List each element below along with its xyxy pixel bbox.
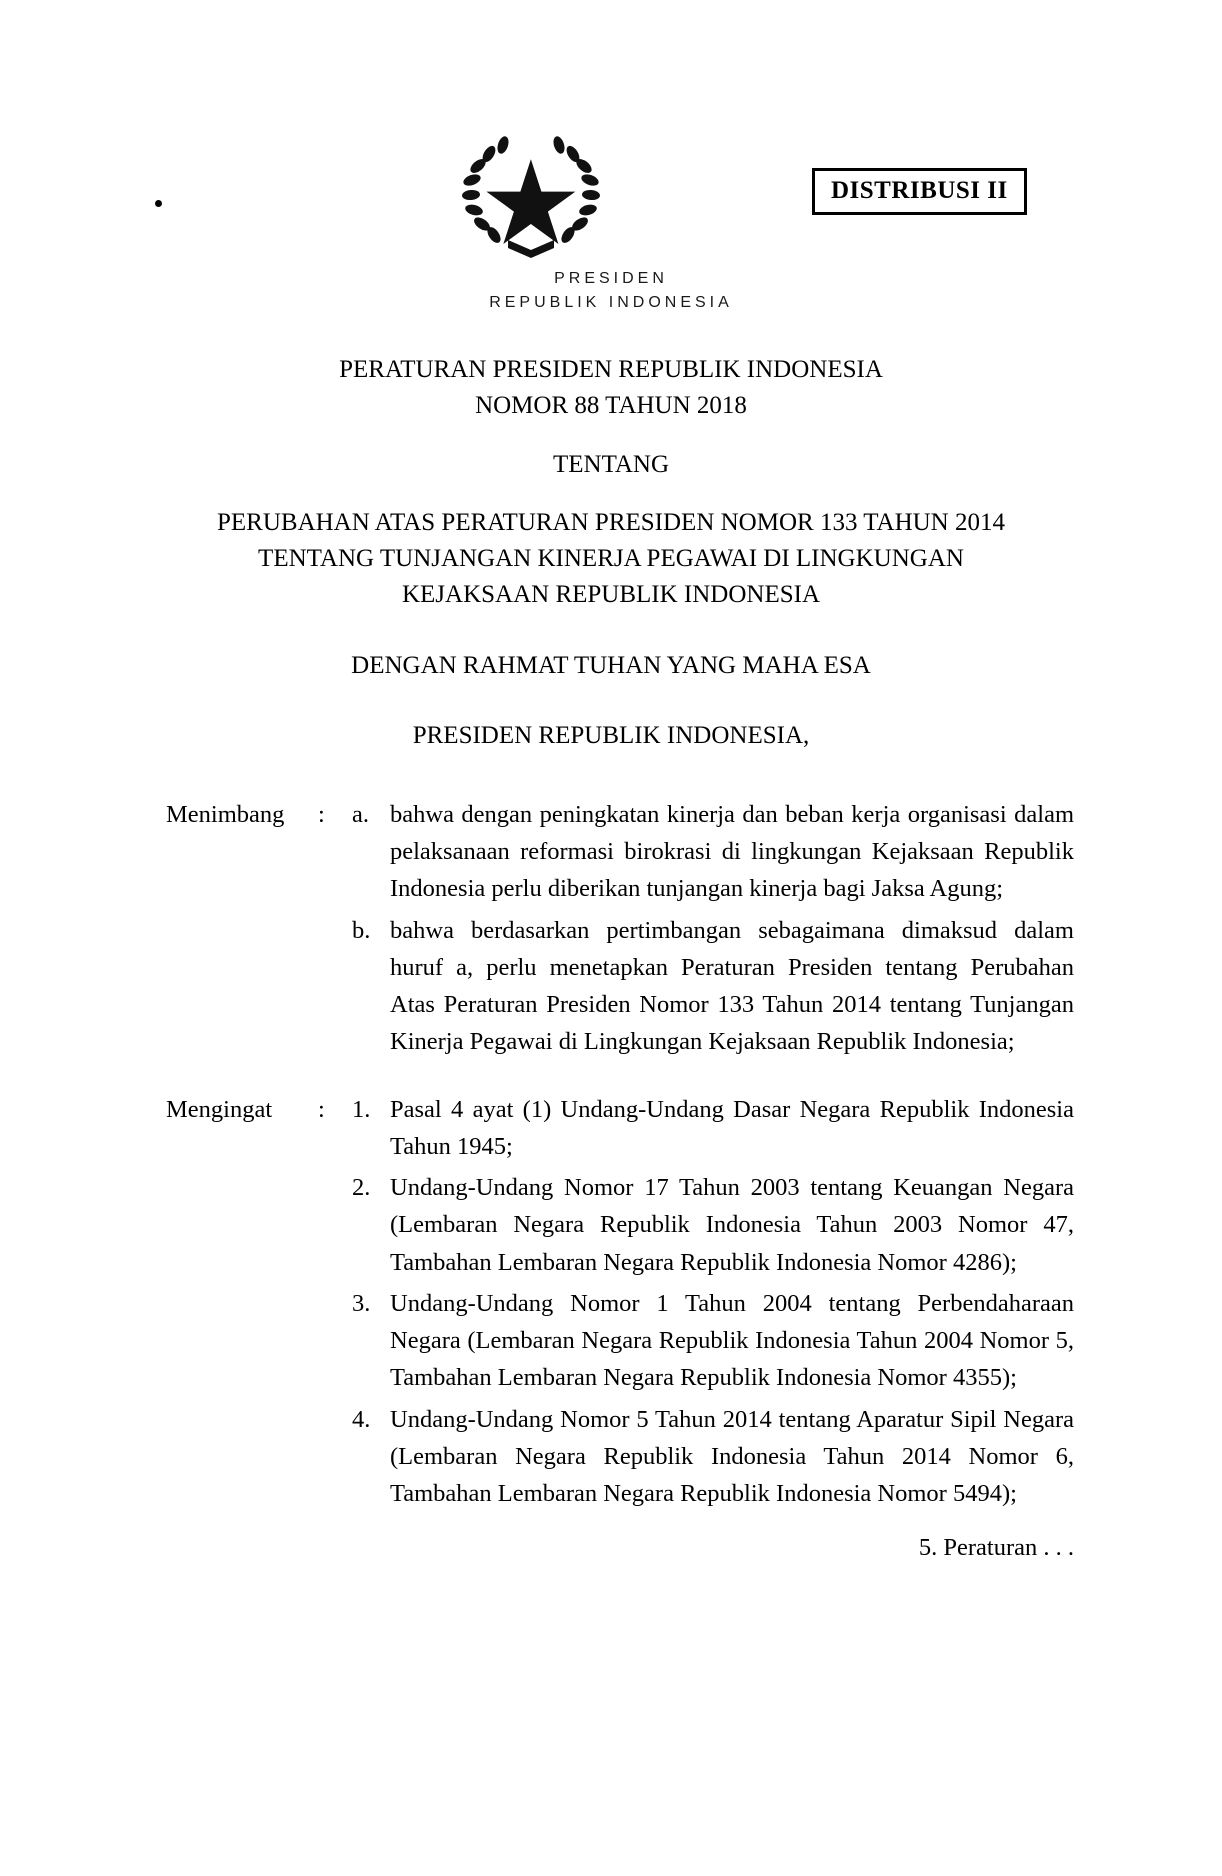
list-item: [352, 1169, 1074, 1281]
list-item: [352, 796, 1074, 908]
list-item-text: bahwa berdasarkan pertimbangan sebagaimana dimaksud dalam huruf a, perlu menetapkan Peraturan Presiden tentang Perubahan Atas Peraturan Presiden Nomor 133 Tahun 2014 tentang Tunjangan Kinerja Pegawai di Lingkungan Kejaksaan Republik Indonesia;: [390, 916, 1074, 1056]
list-item: [352, 1285, 1074, 1397]
document-body: [0, 796, 1222, 1516]
list-item-marker: 4.: [352, 1405, 371, 1433]
distribusi-stamp: DISTRIBUSI II: [812, 168, 1027, 215]
list-item-text: Undang-Undang Nomor 1 Tahun 2004 tentang Perbendaharaan Negara (Lembaran Negara Republik Indonesia Tahun 2004 Nomor 5, Tambahan Lembaran Negara Republik Indonesia Nomor 4355);: [390, 1289, 1074, 1392]
list-item: [352, 1091, 1074, 1165]
title-main: PERATURAN PRESIDEN REPUBLIK INDONESIA: [339, 356, 883, 383]
list-item: [352, 1401, 1074, 1513]
list-item-marker: 3.: [352, 1289, 371, 1317]
list-item-text: bahwa dengan peningkatan kinerja dan beban kerja organisasi dalam pelaksanaan reformasi birokrasi di lingkungan Kejaksaan Republik Indonesia perlu diberikan tunjangan kinerja bagi Jaksa Agung;: [390, 801, 1074, 903]
mengingat-colon: :: [318, 1095, 325, 1123]
title-presiden: PRESIDEN REPUBLIK INDONESIA,: [412, 721, 810, 749]
title-tentang: TENTANG: [552, 450, 670, 478]
header-republik-line: REPUBLIK INDONESIA: [489, 294, 733, 311]
title-rahmat: DENGAN RAHMAT TUHAN YANG MAHA ESA: [351, 651, 871, 679]
mengingat-section: [166, 1091, 1074, 1517]
mengingat-label: Mengingat: [166, 1095, 273, 1123]
mengingat-items: [352, 1091, 1074, 1517]
header-presiden-line: PRESIDEN: [554, 270, 668, 287]
margin-dot-mark: [155, 200, 162, 207]
title-subject-line-1: PERUBAHAN ATAS PERATURAN PRESIDEN NOMOR 133 TAHUN 2014: [217, 508, 1005, 536]
list-item-text: Undang-Undang Nomor 5 Tahun 2014 tentang Aparatur Sipil Negara (Lembaran Negara Republik Indonesia Tahun 2014 Nomor 6, Tambahan Lembaran Negara Republik Indonesia Nomor 5494);: [390, 1405, 1074, 1507]
menimbang-colon: :: [318, 801, 325, 828]
title-block: [0, 352, 1222, 754]
menimbang-section: [166, 796, 1074, 1065]
list-item-marker: a.: [352, 801, 369, 828]
title-nomor: NOMOR 88 TAHUN 2018: [475, 392, 747, 420]
title-subject-line-2: TENTANG TUNJANGAN KINERJA PEGAWAI DI LINGKUNGAN: [258, 545, 964, 572]
page-continuation-note: 5. Peraturan . . .: [918, 1534, 1074, 1562]
list-item: [352, 912, 1074, 1061]
document-header: [0, 0, 1222, 260]
list-item-marker: b.: [352, 916, 371, 944]
list-item-text: Pasal 4 ayat (1) Undang-Undang Dasar Negara Republik Indonesia Tahun 1945;: [390, 1095, 1074, 1160]
menimbang-items: [352, 796, 1074, 1065]
title-subject: [181, 505, 1041, 614]
list-item-text: Undang-Undang Nomor 17 Tahun 2003 tentang Keuangan Negara (Lembaran Negara Republik Indonesia Tahun 2003 Nomor 47, Tambahan Lembaran Negara Republik Indonesia Nomor 4286);: [390, 1174, 1074, 1276]
list-item-marker: 2.: [352, 1174, 371, 1202]
garuda-star-emblem-icon: [456, 128, 606, 263]
list-item-marker: 1.: [352, 1095, 371, 1123]
title-subject-line-3: KEJAKSAAN REPUBLIK INDONESIA: [401, 581, 821, 609]
menimbang-label: Menimbang: [166, 801, 285, 828]
